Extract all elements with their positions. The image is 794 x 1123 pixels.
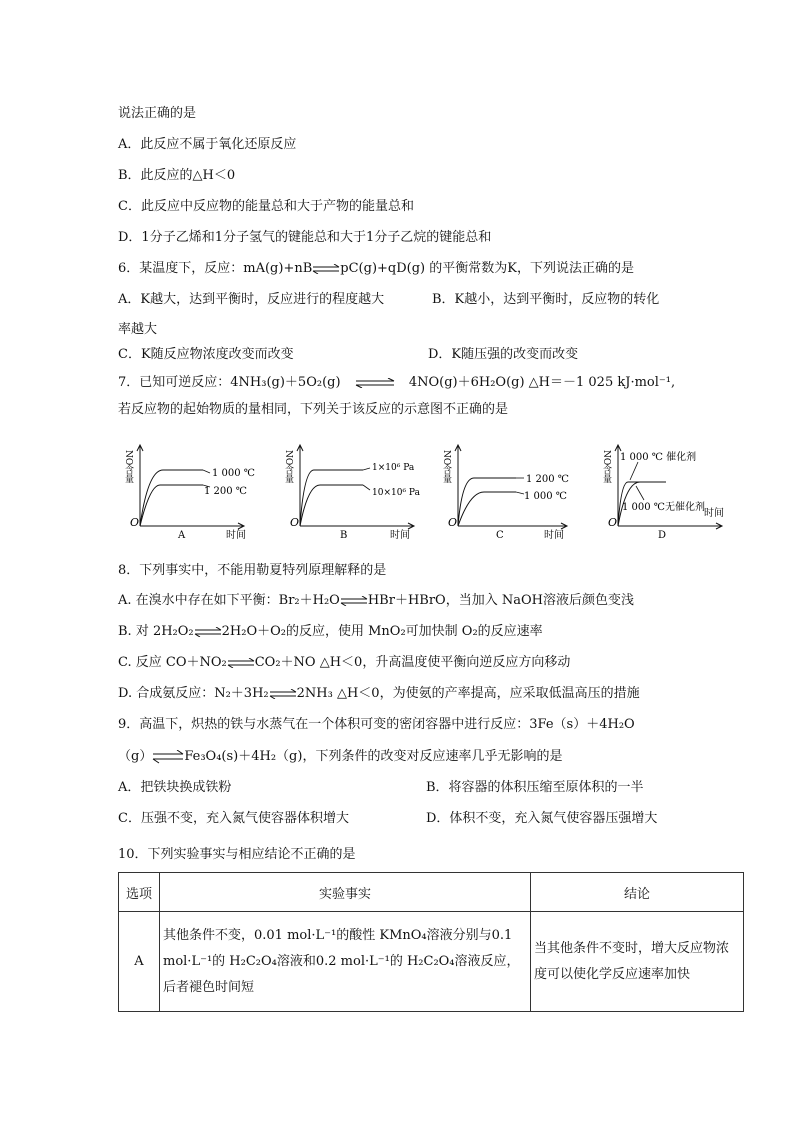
- q7-part1: 7．已知可逆反应：4NH₃(g)＋5O₂(g): [118, 375, 341, 390]
- curve-upper: [458, 478, 516, 526]
- q6-option-a: A．K越大，达到平衡时，反应进行的程度越大: [118, 292, 385, 307]
- label-lower: 1 000 ℃: [524, 491, 567, 502]
- y-axis-label: NO含量: [123, 450, 133, 484]
- option-a: A．此反应不属于氧化还原反应: [118, 137, 297, 152]
- graph-b: [283, 445, 421, 540]
- graph-letter: B: [340, 530, 348, 540]
- q9-option-d: D．体积不变，充入氮气使容器压强增大: [426, 811, 658, 826]
- y-axis-label: NO含量: [441, 450, 451, 484]
- curve-upper: [300, 470, 363, 526]
- q8d-part2: 2NH₃ △H＜0，为使氨的产率提高，应采取低温高压的措施: [296, 686, 640, 701]
- graph-d: [601, 445, 724, 540]
- question-6: [118, 260, 634, 278]
- q9-option-c: C．压强不变，充入氮气使容器体积增大: [118, 811, 349, 826]
- option-d: D．1分子乙烯和1分子氢气的键能总和大于1分子乙烷的键能总和: [118, 230, 492, 245]
- graph-c: [441, 445, 569, 540]
- q6-option-b-cont: 率越大: [118, 322, 158, 337]
- q8b-part2: 2H₂O＋O₂的反应，使用 MnO₂可加快制 O₂的反应速率: [221, 624, 543, 639]
- fact-line: mol·L⁻¹的 H₂C₂O₄溶液和0.2 mol·L⁻¹的 H₂C₂O₄溶液反应，: [163, 953, 520, 969]
- option-c: C．此反应中反应物的能量总和大于产物的能量总和: [118, 199, 414, 214]
- q8a-part1: A. 在溴水中存在如下平衡：Br₂＋H₂O: [118, 593, 340, 608]
- q7-part2: 4NO(g)＋6H₂O(g) △H＝－1 025 kJ·mol⁻¹,: [408, 375, 676, 390]
- label-upper: 1 200 ℃: [526, 474, 569, 485]
- header-conclusion: 结论: [531, 873, 744, 912]
- conclusion-line: 度可以使化学反应速率加快: [534, 966, 691, 982]
- q9-option-b: B．将容器的体积压缩至原体积的一半: [426, 780, 644, 795]
- q8-option-b: [118, 623, 543, 641]
- origin-label: O: [290, 516, 300, 529]
- table-row: [119, 912, 744, 1012]
- curve-lower: [140, 485, 203, 526]
- label-lower: 1 000 ℃无催化剂: [622, 502, 705, 513]
- x-axis-label: 时间: [544, 530, 564, 540]
- header-option: 选项: [119, 873, 160, 912]
- conclusion-line: 当其他条件不变时，增大反应物浓: [534, 940, 730, 956]
- option-b: B．此反应的△H＜0: [118, 168, 236, 183]
- equilibrium-arrow-icon: [152, 750, 184, 764]
- graph-letter: A: [178, 530, 186, 540]
- q6-option-c: C．K随反应物浓度改变而改变: [118, 347, 294, 362]
- origin-label: O: [448, 516, 458, 529]
- q6-part1: 6．某温度下，反应：mA(g)+nB: [118, 261, 313, 276]
- q6-option-b: B．K越小，达到平衡时，反应物的转化: [432, 292, 660, 307]
- equilibrium-arrow-icon: [227, 658, 255, 668]
- equilibrium-arrow-icon: [312, 264, 340, 274]
- q8c-part2: CO₂＋NO △H＜0，升高温度使平衡向逆反应方向移动: [254, 655, 571, 670]
- fact-line: 后者褪色时间短: [163, 979, 255, 995]
- origin-label: O: [608, 516, 618, 529]
- y-axis-label: NO含量: [283, 450, 293, 484]
- row-option: A: [119, 912, 160, 1012]
- x-axis-label: 时间: [390, 530, 410, 540]
- label-lower: 10×10⁶ Pa: [372, 488, 420, 498]
- fact-line: 其他条件不变，0.01 mol·L⁻¹的酸性 KMnO₄溶液分别与0.1: [163, 927, 513, 943]
- question-10: 10．下列实验事实与相应结论不正确的是: [118, 847, 356, 862]
- q6-option-d: D．K随压强的改变而改变: [428, 347, 579, 362]
- q8a-part2: HBr＋HBrO，当加入 NaOH溶液后颜色变浅: [367, 593, 634, 608]
- question-9: 9．高温下，炽热的铁与水蒸气在一个体积可变的密闭容器中进行反应：3Fe（s）＋4H₂O: [118, 717, 635, 732]
- table-header-row: [119, 873, 744, 912]
- label-upper: 1 000 ℃: [212, 468, 255, 479]
- curve-lower: [300, 485, 363, 526]
- y-axis-label: NO含量: [601, 450, 611, 484]
- origin-label: O: [130, 516, 140, 529]
- row-conclusion: [531, 912, 744, 1012]
- q9-line2: [118, 748, 562, 766]
- label-lower: 1 200 ℃: [204, 486, 247, 497]
- q6-part2: pC(g)+qD(g) 的平衡常数为K，下列说法正确的是: [340, 261, 634, 276]
- q7-line2: 若反应物的起始物质的量相同，下列关于该反应的示意图不正确的是: [118, 402, 509, 417]
- header-fact: 实验事实: [160, 873, 531, 912]
- row-fact: [160, 912, 531, 1012]
- label-upper: 1 000 ℃ 催化剂: [620, 452, 697, 463]
- q9-part1: （g）: [118, 749, 153, 764]
- equilibrium-arrow-icon: [355, 378, 395, 388]
- q9-option-a: A．把铁块换成铁粉: [118, 780, 232, 795]
- graphs-figure: [118, 440, 738, 540]
- equilibrium-arrow-icon: [194, 627, 222, 637]
- graph-letter: C: [496, 530, 504, 540]
- label-upper: 1×10⁶ Pa: [372, 463, 415, 473]
- equilibrium-arrow-icon: [340, 596, 368, 606]
- q8-option-a: [118, 592, 634, 610]
- curve-upper: [140, 470, 203, 526]
- equilibrium-arrow-icon: [269, 689, 297, 699]
- q8d-part1: D. 合成氨反应：N₂＋3H₂: [118, 686, 269, 701]
- question-8: 8．下列事实中，不能用勒夏特列原理解释的是: [118, 563, 387, 578]
- experiment-table: [118, 872, 744, 1012]
- q8c-part1: C. 反应 CO＋NO₂: [118, 655, 227, 670]
- q8-option-d: [118, 685, 640, 703]
- x-axis-label: 时间: [704, 508, 724, 519]
- question-7: [118, 374, 675, 392]
- q8b-part1: B. 对 2H₂O₂: [118, 624, 194, 639]
- q8-option-c: [118, 654, 570, 672]
- graph-a: [123, 445, 255, 540]
- x-axis-label: 时间: [226, 530, 246, 540]
- curve-lower: [458, 492, 516, 526]
- text-line: 说法正确的是: [118, 106, 197, 121]
- q9-part2: Fe₃O₄(s)＋4H₂（g)，下列条件的改变对反应速率几乎无影响的是: [184, 749, 563, 764]
- graph-letter: D: [658, 530, 667, 540]
